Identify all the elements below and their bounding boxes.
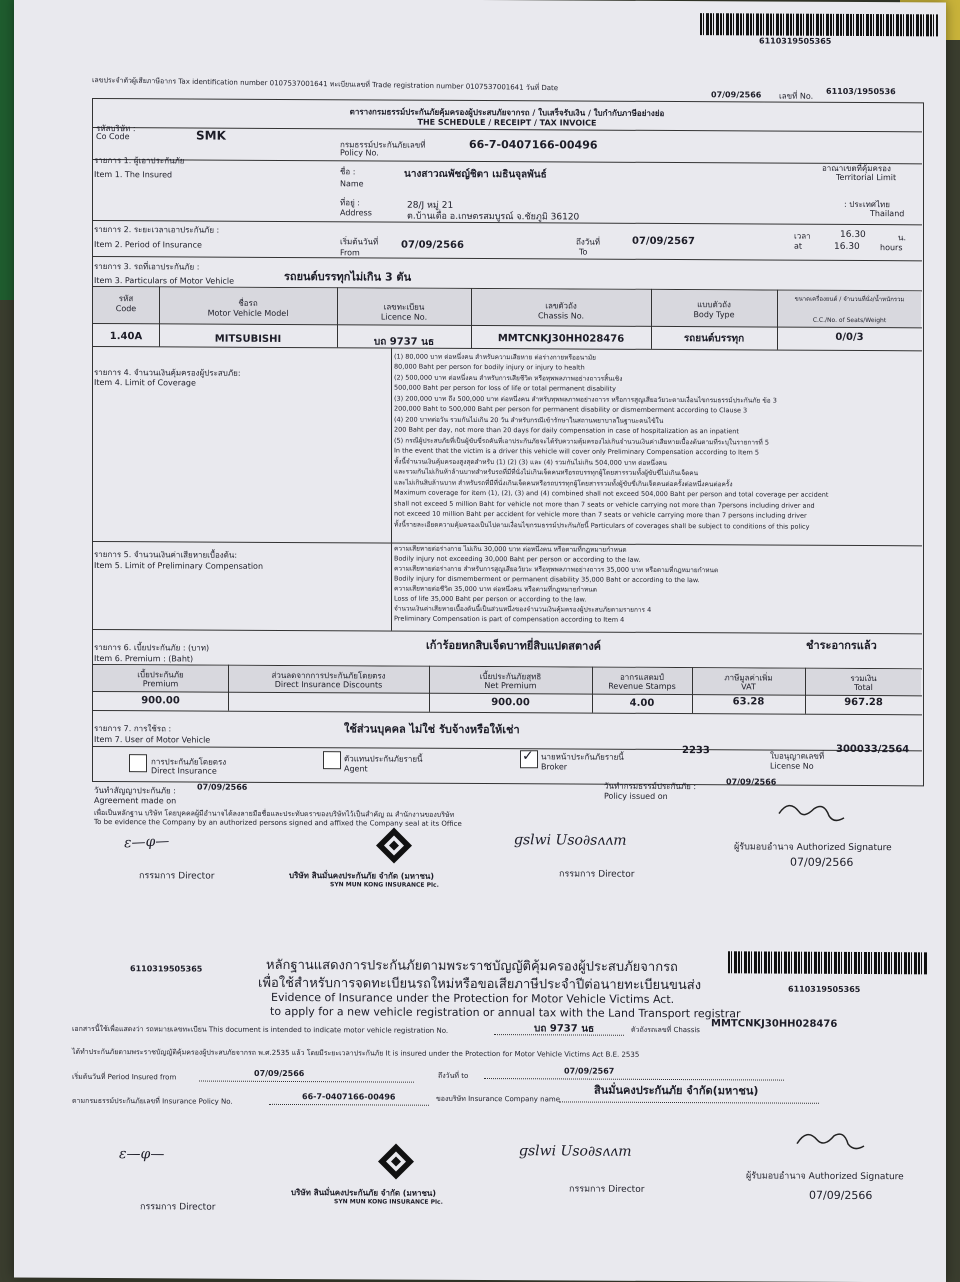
document-date: 07/09/2566 [711,90,762,100]
broker-en: Broker [541,762,568,772]
coverage-line: 200,000 Baht to 500,000 Baht per person for permanent disability or dismemberment according to Clause 3 [394,404,748,415]
vehicle-col-cc-th: ขนาดเครื่องยนต์ / จำนวนที่นั่ง/น้ำหนักรวม [794,295,905,304]
evidence-from-label: เริ่มต้นวันที่ Period Insured from [72,1072,177,1082]
evidence-policy-label: ตามกรมธรรม์ประกันภัยเลขที่ Insurance Policy No. [72,1096,233,1106]
director-signature: ε—φ— [123,833,170,852]
premium-col-total-th: รวมเงิน [850,673,877,684]
stamp-duty-status: ชำระอากรแล้ว [806,638,877,653]
document-no-label: เลขที่ No. [779,91,814,101]
coverage-line: (4) 200 บาทต่อวัน รวมกันไม่เกิน 20 วัน สำหรับกรณีเข้ารักษาในสถานพยาบาลในฐานะคนไข้ใน [394,415,664,425]
coverage-line: 500,000 Baht per person for loss of life or total permanent disability [394,383,616,393]
evidence-authorized-signature-icon [792,1122,872,1162]
director-2-label: กรรมการ Director [559,869,635,880]
evidence-director-2-label: กรรมการ Director [569,1184,645,1195]
vehicle-col-licence-en: Licence No. [380,312,428,322]
premium-col-total-en: Total [854,682,873,693]
coverage-line: และไม่เกินสิบล้านบาท สำหรับรถที่มีที่นั่งเกินเจ็ดคนหรือรถบรรทุกผู้โดยสารรวมทั้งผู้ขับขี่เกินเจ็ดคนต่อครั้งต่อหนึ่งคนต่อครั้ง [394,478,733,489]
coverage-line: (3) 200,000 บาท ถึง 500,000 บาท ต่อหนึ่งคน สำหรับทุพพลภาพอย่างถาวร หรือการสูญเสียอวัยวะตามเงื่อนไขกรมธรรม์ประกันภัย ข้อ 3 [394,394,777,405]
name-label-th: ชื่อ : [340,167,356,177]
usage-item-en: Item 7. User of Motor Vehicle [94,734,211,745]
insured-item-th: รายการ 1. ผู้เอาประกันภัย [94,155,185,166]
preliminary-item-en: Item 5. Limit of Preliminary Compensation [94,560,264,571]
preliminary-line: ความเสียหายต่อร่างกาย สำหรับการสูญเสียอวัยวะ หรือทุพพลภาพอย่างถาวร 35,000 บาท หรือตามที่กฎหมายกำหนด [394,564,719,575]
evidence-company: สินมั่นคงประกันภัย จำกัด(มหาชน) [594,1083,759,1098]
document-no-value: 61103/1950536 [826,86,896,97]
period-to-label-th: ถึงวันที่ [576,237,600,247]
vehicle-type-text: รถยนต์บรรทุกไม่เกิน 3 ตัน [284,269,412,284]
evidence-authorized-date: 07/09/2566 [809,1188,873,1203]
premium-col-stamps-th: อากรแสตมป์ [619,672,665,682]
license-label-th: ใบอนุญาตเลขที่ [770,751,825,761]
preliminary-line: ความเสียหายต่อร่างกาย ไม่เกิน 30,000 บาท ต่อหนึ่งคน หรือตามที่กฎหมายกำหนด [394,544,627,554]
license-value: 300033/2564 [836,743,910,756]
vehicle-chassis: MMTCNKJ30HH028476 [497,333,625,345]
tax-id-line: เลขประจำตัวผู้เสียภาษีอากร Tax identification number 0107537001641 ทะเบียนเลขที่ Trade registration number 0107537001641 วันที่ Date [91,76,559,93]
broker-code: 2233 [682,745,710,757]
agreement-date: 07/09/2566 [197,782,248,792]
usage-text: ใช้ส่วนบุคคล ไม่ใช่ รับจ้างหรือให้เช่า [344,722,520,737]
period-time-label-th: เวลา [794,231,811,241]
period-time-1: 16.30 [840,229,866,241]
address-line-1: 28/J หมู่ 21 [407,200,454,211]
evidence-barcode-number-right: 6110319505365 [788,984,861,994]
coverage-line: 80,000 Baht per person for bodily injury or injury to health [394,362,585,372]
territory-label-en: Territorial Limit [836,172,897,183]
license-label-en: License No [770,761,814,771]
preliminary-line: Bodily injury for dismemberment or permanent disability 35,000 Baht or according to the law. [394,574,700,585]
evidence-line1-label: เอกสารนี้ใช้เพื่อแสดงว่า รถหมายเลขทะเบียน This document is intended to indicate motor vehicle registration No. [72,1024,449,1035]
period-item-en: Item 2. Period of Insurance [94,239,202,250]
name-label-en: Name [340,179,364,189]
vehicle-col-body-th: แบบตัวถัง [697,300,731,310]
schedule-title-th: ตารางกรมธรรม์ประกันภัยคุ้มครองผู้ประสบภัยจากรถ / ใบเสร็จรับเงิน / ใบกำกับภาษีอย่างย่อ [349,107,665,118]
premium-item-en: Item 6. Premium : (Baht) [94,653,194,664]
policy-label-th: กรมธรรม์ประกันภัยเลขที่ [340,140,426,150]
preliminary-line: Preliminary Compensation is part of compensation according to Item 4 [394,614,625,624]
agent-en: Agent [344,764,368,774]
direct-insurance-en: Direct Insurance [151,766,217,776]
policy-label-en: Policy No. [340,148,379,158]
address-line-2: ต.บ้านเดื่อ อ.เกษตรสมบูรณ์ จ.ชัยภูมิ 36120 [407,211,580,223]
agent-checkbox[interactable] [323,751,341,769]
evidence-chassis: MMTCNKJ30HH028476 [711,1018,838,1030]
premium-col-discount-en: Direct Insurance Discounts [274,679,383,690]
period-to-label-en: To [579,247,588,257]
period-time-label-en: at [794,241,803,251]
evidence-to: 07/09/2567 [564,1066,615,1076]
co-code-label-en: Co Code [96,131,130,142]
evidence-company-name-th: บริษัท สินมั่นคงประกันภัย จำกัด (มหาชน) [291,1188,437,1198]
issued-date: 07/09/2566 [726,777,777,787]
period-unit-en: hours [880,243,903,253]
agreement-label-th: วันทำสัญญาประกันภัย : [94,785,176,796]
evidence-line2: ได้ทำประกันภัยตามพระราชบัญญัติคุ้มครองผู้ประสบภัยจากรถ พ.ศ.2535 แล้ว โดยมีระยะเวลาประกันภัย It is insured under the Protection for Motor Vehicle Victims Act B.E. 2535 [72,1047,640,1059]
coverage-line: ทั้งนี้จำนวนเงินคุ้มครองสูงสุดสำหรับ (1) (2) (3) และ (4) รวมกันไม่เกิน 504,000 บาท ต่อหนึ่งคน [394,457,667,467]
coverage-line: (5) กรณีผู้ประสบภัยที่เป็นผู้ขับขี่รถคันที่เอาประกันภัยจะได้รับความคุ้มครองไม่เกินจำนวนเงินค่าเสียหายเบื้องต้นตามที่ระบุในรายการที่ 5 [394,436,769,447]
evidence-from: 07/09/2566 [254,1068,305,1079]
company-name-th: บริษัท สินมั่นคงประกันภัย จำกัด (มหาชน) [289,870,435,881]
coverage-line: not exceed 10 million Baht per accident for vehicle more than 7 seats or vehicle carrying more than 7 persons including driver [394,509,807,520]
agreement-label-en: Agreement made on [94,795,177,806]
vehicle-col-cc-en: C.C./No. of Seats/Weight [812,316,887,325]
company-name-en: SYN MUN KONG INSURANCE Plc. [330,881,439,889]
evidence-plate: บถ 9737 นธ [534,1023,595,1035]
address-label-en: Address [340,208,372,218]
policy-number: 66-7-0407166-00496 [469,137,598,152]
preliminary-item-th: รายการ 5. จำนวนเงินค่าเสียหายเบื้องต้น: [94,549,238,560]
coverage-line: ทั้งนี้รายละเอียดความคุ้มครองเป็นไปตามเงื่อนไขกรมธรรม์ประกันภัยนี้ Particulars of coverages shall be subject to conditions of this policy [394,520,810,531]
coverage-item-en: Item 4. Limit of Coverage [94,377,196,388]
vehicle-col-code-th: รหัส [118,294,134,304]
premium-col-discount-th: ส่วนลดจากการประกันภัยโดยตรง [271,670,386,681]
agent-th: ตัวแทนประกันภัยรายนี้ [344,754,423,764]
total-value: 967.28 [844,696,883,709]
premium-col-premium-th: เบี้ยประกันภัย [137,670,184,680]
evidence-title-th-1: หลักฐานแสดงการประกันภัยตามพระราชบัญญัติคุ้มครองผู้ประสบภัยจากรถ [266,957,678,976]
period-unit-th: น. [898,233,907,243]
vehicle-col-body-en: Body Type [693,310,735,320]
premium-amount-words: เก้าร้อยหกสิบเจ็ดบาทยี่สิบแปดสตางค์ [426,638,602,653]
period-time-2: 16.30 [834,241,860,252]
check-mark-icon: ✓ [522,748,534,765]
vehicle-model: MITSUBISHI [214,333,282,345]
vehicle-item-th: รายการ 3. รถที่เอาประกันภัย : [94,261,200,272]
co-code-label-th: รหัสบริษัท : [96,123,136,134]
evidence-company-label: ของบริษัท Insurance Company name [436,1094,561,1104]
evidence-statement-en: To be evidence the Company by an authorized persons signed and affixed the Company seal at its Office [94,817,462,828]
vehicle-cc: 0/0/3 [835,331,864,344]
vehicle-col-code-en: Code [115,304,137,314]
preliminary-line: Loss of life 35,000 Baht per person or according to the law. [394,594,587,604]
vehicle-body-type: รถยนต์บรรทุก [683,333,745,345]
premium-value: 900.00 [141,695,180,707]
vehicle-licence: บถ 9737 นธ [373,336,435,348]
evidence-title-th-2: เพื่อใช้สำหรับการจดทะเบียนรถใหม่หรือขอเสียภาษีประจำปีต่อนายทะเบียนขนส่ง [258,975,702,994]
evidence-director-2-signature: ɡslwi Uso∂sʌʌm [519,1143,632,1160]
evidence-chassis-label: ตัวถังรถเลขที่ Chassis [631,1025,700,1035]
schedule-title-en: THE SCHEDULE / RECEIPT / TAX INVOICE [417,117,597,128]
preliminary-line: จำนวนเงินค่าเสียหายเบื้องต้นนี้เป็นส่วนหนึ่งของจำนวนเงินคุ้มครองผู้ประสบภัยตามรายการ 4 [394,604,652,614]
premium-item-th: รายการ 6. เบี้ยประกันภัย : (บาท) [94,642,210,653]
vehicle-col-model-th: ชื่อรถ [238,298,258,308]
vat-value: 63.28 [732,696,765,708]
authorized-signature-icon [774,794,854,834]
premium-col-vat-th: ภาษีมูลค่าเพิ่ม [724,673,773,683]
coverage-line: และรวมกันไม่เกินห้าล้านบาทสำหรับรถที่มีที่นั่งไม่เกินเจ็ดคนหรือรถบรรทุกผู้โดยสารรวมทั้งผู้ขับขี่ไม่เกินเจ็ดคน [394,467,699,478]
coverage-line: Maximum coverage for item (1), (2), (3) and (4) combined shall not exceed 504,000 Baht per person and total coverage per accident [394,488,829,499]
period-from-label-en: From [340,248,360,258]
evidence-to-label: ถึงวันที่ to [438,1071,469,1080]
territory-value-th: : ประเทศไทย [844,199,890,210]
address-label-th: ที่อยู่ : [340,198,361,208]
broker-checkbox[interactable] [520,750,538,768]
director-2-signature: ɡslwi Uso∂sʌʌm [514,832,627,849]
revenue-stamps-value: 4.00 [629,697,655,709]
premium-col-net-th: เบี้ยประกันภัยสุทธิ [479,671,542,682]
vehicle-col-chassis-en: Chassis No. [537,311,585,321]
coverage-line: In the event that the victim is a driver this vehicle will cover only Preliminary Compensation according to Item 5 [394,446,760,457]
evidence-director-signature: ε—φ— [119,1146,165,1163]
period-to: 07/09/2567 [632,235,695,248]
vehicle-code: 1.40A [109,331,143,343]
company-logo-icon [374,825,414,865]
period-item-th: รายการ 2. ระยะเวลาเอาประกันภัย : [94,224,220,235]
period-from: 07/09/2566 [401,239,464,251]
barcode-top [700,13,938,36]
period-from-label-th: เริ่มต้นวันที่ [340,237,379,247]
territory-label-th: อาณาเขตที่คุ้มครอง [822,163,891,174]
coverage-line: shall not exceed 5 million Baht for vehicle not more than 7 seats or vehicle carrying not more than 7persons including driver and [394,499,815,510]
evidence-barcode-number-left: 6110319505365 [130,964,203,974]
insured-name: นางสาวณพัชญ์ชิตา เมธินจุลพันธ์ [404,168,547,181]
evidence-authorized-label: ผู้รับมอบอำนาจ Authorized Signature [746,1171,904,1183]
usage-item-th: รายการ 7. การใช้รถ : [94,723,172,734]
premium-col-vat-en: VAT [741,682,756,692]
issued-label-en: Policy issued on [604,791,668,801]
broker-th: นายหน้าประกันภัยรายนี้ [541,752,624,762]
vehicle-col-licence-th: เลขทะเบียน [383,302,425,312]
preliminary-line: ความเสียหายต่อชีวิต 35,000 บาท ต่อหนึ่งคน หรือตามที่กฎหมายกำหนด [394,584,597,594]
vehicle-col-model-en: Motor Vehicle Model [207,308,289,318]
evidence-statement-th: เพื่อเป็นหลักฐาน บริษัท โดยบุคคลผู้มีอำนาจได้ลงลายมือชื่อและประทับตราของบริษัทไว้เป็นสำคัญ ณ สำนักงานของบริษัท [94,808,455,819]
authorized-date: 07/09/2566 [790,855,854,869]
preliminary-line: Bodily injury not exceeding 30,000 Baht per person or according to the law. [394,554,641,564]
insured-item-en: Item 1. The Insured [94,169,173,180]
territory-value-en: Thailand [870,209,905,219]
evidence-company-name-en: SYN MUN KONG INSURANCE Plc. [334,1198,443,1206]
coverage-line: (2) 500,000 บาท ต่อหนึ่งคน สำหรับการเสียชีวิต หรือทุพพลภาพอย่างถาวรสิ้นเชิง [394,373,623,383]
coverage-line: (1) 80,000 บาท ต่อหนึ่งคน สำหรับความเสียหาย ต่อร่างกายหรืออนามัย [394,352,596,362]
coverage-item-th: รายการ 4. จำนวนเงินคุ้มครองผู้ประสบภัย: [94,367,241,378]
barcode-bottom [728,951,928,974]
premium-col-net-en: Net Premium [484,681,537,691]
authorized-label: ผู้รับมอบอำนาจ Authorized Signature [734,842,892,854]
director-label: กรรมการ Director [139,871,215,882]
evidence-policy-no: 66-7-0407166-00496 [302,1092,396,1102]
direct-insurance-th: การประกันภัยโดยตรง [151,757,227,767]
evidence-company-logo-icon [376,1141,416,1181]
evidence-director-label: กรรมการ Director [140,1202,216,1213]
net-premium-value: 900.00 [491,697,530,709]
co-code-value: SMK [196,128,226,143]
premium-col-premium-en: Premium [142,679,179,689]
premium-col-stamps-en: Revenue Stamps [608,681,676,692]
direct-insurance-checkbox[interactable] [129,754,147,772]
vehicle-col-chassis-th: เลขตัวถัง [545,301,577,311]
evidence-title-en-2: to apply for a new vehicle registration or annual tax with the Land Transport registrar [270,1004,741,1021]
vehicle-item-en: Item 3. Particulars of Motor Vehicle [94,275,235,286]
evidence-title-en-1: Evidence of Insurance under the Protection for Motor Vehicle Victims Act. [271,990,675,1007]
issued-label-th: วันทำกรมธรรม์ประกันภัย : [604,781,697,792]
coverage-line: 200 Baht per day, not more than 20 days for daily compensation in case of hospitalization as an inpatient [394,425,739,436]
insurance-document [14,0,946,1282]
barcode-number-top: 6110319505365 [759,36,832,46]
